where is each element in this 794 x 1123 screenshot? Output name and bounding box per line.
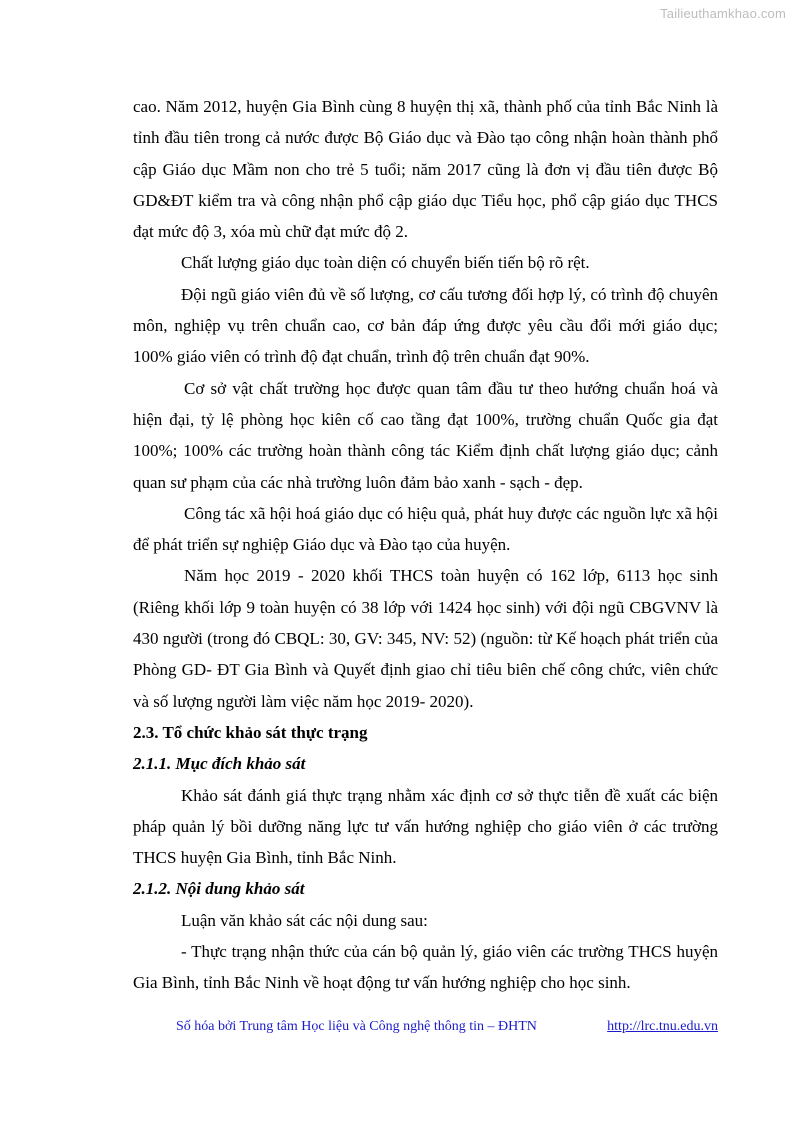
- page-footer: [176, 1019, 718, 1035]
- watermark: Tailieuthamkhao.com: [660, 6, 786, 21]
- paragraph-content-item: - Thực trạng nhận thức của cán bộ quản lý, giáo viên các trường THCS huyện Gia Bình, tỉnh Bắc Ninh về hoạt động tư vấn hướng nghiệp cho học sinh.: [133, 942, 718, 993]
- footer-text: Số hóa bởi Trung tâm Học liệu và Công nghệ thông tin – ĐHTN: [176, 1019, 537, 1034]
- paragraph-teachers: Đội ngũ giáo viên đủ về số lượng, cơ cấu tương đối hợp lý, có trình độ chuyên môn, nghiệp vụ trên chuẩn cao, cơ bản đáp ứng được yêu cầu đổi mới giáo dục; 100% giáo viên có trình độ đạt chuẩn, trình độ trên chuẩn đạt 90%.: [133, 284, 718, 367]
- document-body: [133, 91, 718, 999]
- paragraph-continuation: cao. Năm 2012, huyện Gia Bình cùng 8 huyện thị xã, thành phố của tỉnh Bắc Ninh là tỉnh đầu tiên trong cả nước được Bộ Giáo dục và Đào tạo công nhận hoàn thành phổ cập Giáo dục Mầm non cho trẻ 5 tuổi; năm 2017 cũng là đơn vị đầu tiên được Bộ GD&ĐT kiểm tra và công nhận phổ cập giáo dục Tiểu học, phổ cập giáo dục THCS đạt mức độ 3, xóa mù chữ đạt mức độ 2.: [133, 97, 718, 242]
- paragraph-purpose: Khảo sát đánh giá thực trạng nhằm xác định cơ sở thực tiễn đề xuất các biện pháp quản lý bồi dưỡng năng lực tư vấn hướng nghiệp cho giáo viên ở các trường THCS huyện Gia Bình, tỉnh Bắc Ninh.: [133, 785, 718, 868]
- subsection-heading-purpose: 2.1.1. Mục đích khảo sát: [133, 754, 306, 774]
- footer-link[interactable]: http://lrc.tnu.edu.vn: [607, 1019, 718, 1034]
- paragraph-facilities: Cơ sở vật chất trường học được quan tâm đầu tư theo hướng chuẩn hoá và hiện đại, tỷ lệ phòng học kiên cố cao tầng đạt 100%, trường chuẩn Quốc gia đạt 100%; 100% các trường hoàn thành công tác Kiểm định chất lượng giáo dục; cảnh quan sư phạm của các nhà trường luôn đảm bảo xanh - sạch - đẹp.: [133, 378, 718, 492]
- subsection-heading-content: 2.1.2. Nội dung khảo sát: [133, 879, 305, 899]
- section-heading: 2.3. Tổ chức khảo sát thực trạng: [133, 722, 368, 742]
- paragraph-socialization: Công tác xã hội hoá giáo dục có hiệu quả, phát huy được các nguồn lực xã hội để phát triển sự nghiệp Giáo dục và Đào tạo của huyện.: [133, 503, 718, 555]
- paragraph-quality: Chất lượng giáo dục toàn diện có chuyển biến tiến bộ rõ rệt.: [181, 253, 590, 273]
- paragraph-school-year: Năm học 2019 - 2020 khối THCS toàn huyện có 162 lớp, 6113 học sinh (Riêng khối lớp 9 toàn huyện có 38 lớp với 1424 học sinh) với đội ngũ CBGVNV là 430 người (trong đó CBQL: 30, GV: 345, NV: 52) (nguồn: từ Kế hoạch phát triển của Phòng GD- ĐT Gia Bình và Quyết định giao chỉ tiêu biên chế công chức, viên chức và số lượng người làm việc năm học 2019- 2020).: [133, 566, 718, 711]
- paragraph-content-intro: Luận văn khảo sát các nội dung sau:: [181, 910, 428, 930]
